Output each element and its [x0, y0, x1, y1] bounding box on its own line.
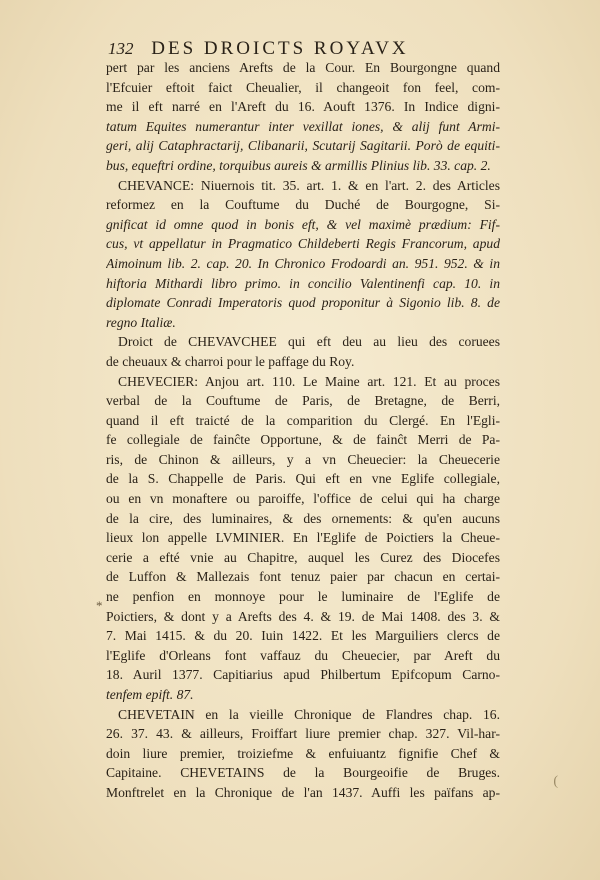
text-line: de Luffon & Mallezais font tenuz paier par chacun en certai- [106, 569, 500, 585]
text-line: 18. Auril 1377. Capitiarius apud Philbertum Epifcopum Carno- [106, 667, 500, 683]
text-line: reformez en la Couftume du Duché de Bourgogne, Si- [106, 197, 500, 213]
text-line: de la S. Chappelle de Paris. Qui eft en vne Eglife collegiale, [106, 471, 500, 487]
running-header [108, 38, 508, 60]
text-line: ou en vn monaftere ou paroiffe, l'office de celui qui ha charge [106, 491, 500, 507]
text-line: Capitaine. CHEVETAINS de la Bourgeoifie de Bruges. [106, 765, 500, 781]
text-line: doin liure premier, troiziefme & enfuiuantz fignifie Chef & [106, 745, 500, 761]
text-line: diplomate Conradi Imperatoris quod proponitur à Sigonio lib. 8. de [106, 295, 500, 311]
text-line: regno Italiæ. [106, 314, 176, 330]
page-body-text [106, 58, 500, 803]
text-line: l'Eglife d'Orleans font vaffauz du Cheuecier, par Areft du [106, 647, 500, 663]
text-line: lieux lon appelle LVMINIER. En l'Eglife de Poictiers la Cheue- [106, 530, 500, 546]
text-line: 26. 37. 43. & ailleurs, Froiffart liure premier chap. 327. Vil-har- [106, 726, 500, 742]
text-line: quand il eft traicté de la comparition du Clergé. En l'Egli- [106, 412, 500, 428]
bottom-mark: ( [553, 774, 558, 789]
text-line: fe collegiale de fainĉte Opportune, & de fainĉt Merri de Pa- [106, 432, 500, 448]
text-line: tatum Equites numerantur inter vexillat iones, & alij funt Armi- [106, 118, 500, 134]
text-line: CHEVANCE: Niuernois tit. 35. art. 1. & en l'art. 2. des Articles [118, 177, 500, 193]
text-line: ris, de Chinon & ailleurs, y a vn Cheuecier: la Cheuecerie [106, 451, 500, 467]
text-line: verbal de la Couftume de Paris, de Bretagne, de Berri, [106, 393, 500, 409]
text-line: me il eft narré en l'Areft du 16. Aouft 1376. In Indice digni- [106, 99, 500, 115]
text-line: Monftrelet en la Chronique de l'an 1437. Auffi les païfans ap- [106, 784, 500, 800]
page-number: 132 [108, 39, 134, 58]
text-line: l'Efcuier eftoit faict Cheualier, il changeoit fon feel, com- [106, 79, 500, 95]
text-line: gnificat id omne quod in bonis eft, & vel maximè prædium: Fif- [106, 216, 500, 232]
text-line: geri, alij Cataphractarij, Clibanarii, Scutarij Sagitarii. Porò de equiti- [106, 138, 500, 154]
running-title: DES DROICTS ROYAVX [151, 38, 409, 59]
margin-mark: * [96, 598, 103, 613]
text-line: tenfem epift. 87. [106, 687, 194, 702]
text-line: pert par les anciens Arefts de la Cour. En Bourgongne quand [106, 60, 500, 75]
text-line: cerie a efté vnie au Chapitre, auquel les Curez des Diocefes [106, 549, 500, 565]
text-line: Aimoinum lib. 2. cap. 20. In Chronico Frodoardi an. 951. 952. & in [106, 255, 500, 271]
text-line: CHEVECIER: Anjou art. 110. Le Maine art. 121. Et au proces [118, 373, 500, 389]
text-line: de la cire, des luminaires, & des ornements: & qu'en aucuns [106, 510, 500, 526]
text-line: cus, vt appellatur in Pragmatico Childeberti Regis Francorum, apud [106, 236, 500, 252]
text-line: de cheuaux & charroi pour le paffage du Roy. [106, 353, 355, 369]
text-line: CHEVETAIN en la vieille Chronique de Flandres chap. 16. [118, 706, 500, 722]
text-line: bus, equeftri ordine, torquibus aureis & armillis Plinius lib. 33. cap. 2. [106, 157, 491, 173]
text-line: Poictiers, & dont y a Arefts des 4. & 19. de Mai 1408. des 3. & [106, 608, 500, 624]
text-line: Droict de CHEVAVCHEE qui eft deu au lieu des coruees [118, 334, 500, 350]
text-line: 7. Mai 1415. & du 20. Iuin 1422. Et les Marguiliers clercs de [106, 628, 500, 644]
text-line: ne penfion en monnoye pour le luminaire de l'Eglife de [106, 589, 500, 605]
text-line: hiftoria Mithardi libro primo. in concilio Valentinenfi cap. 10. in [106, 275, 500, 291]
